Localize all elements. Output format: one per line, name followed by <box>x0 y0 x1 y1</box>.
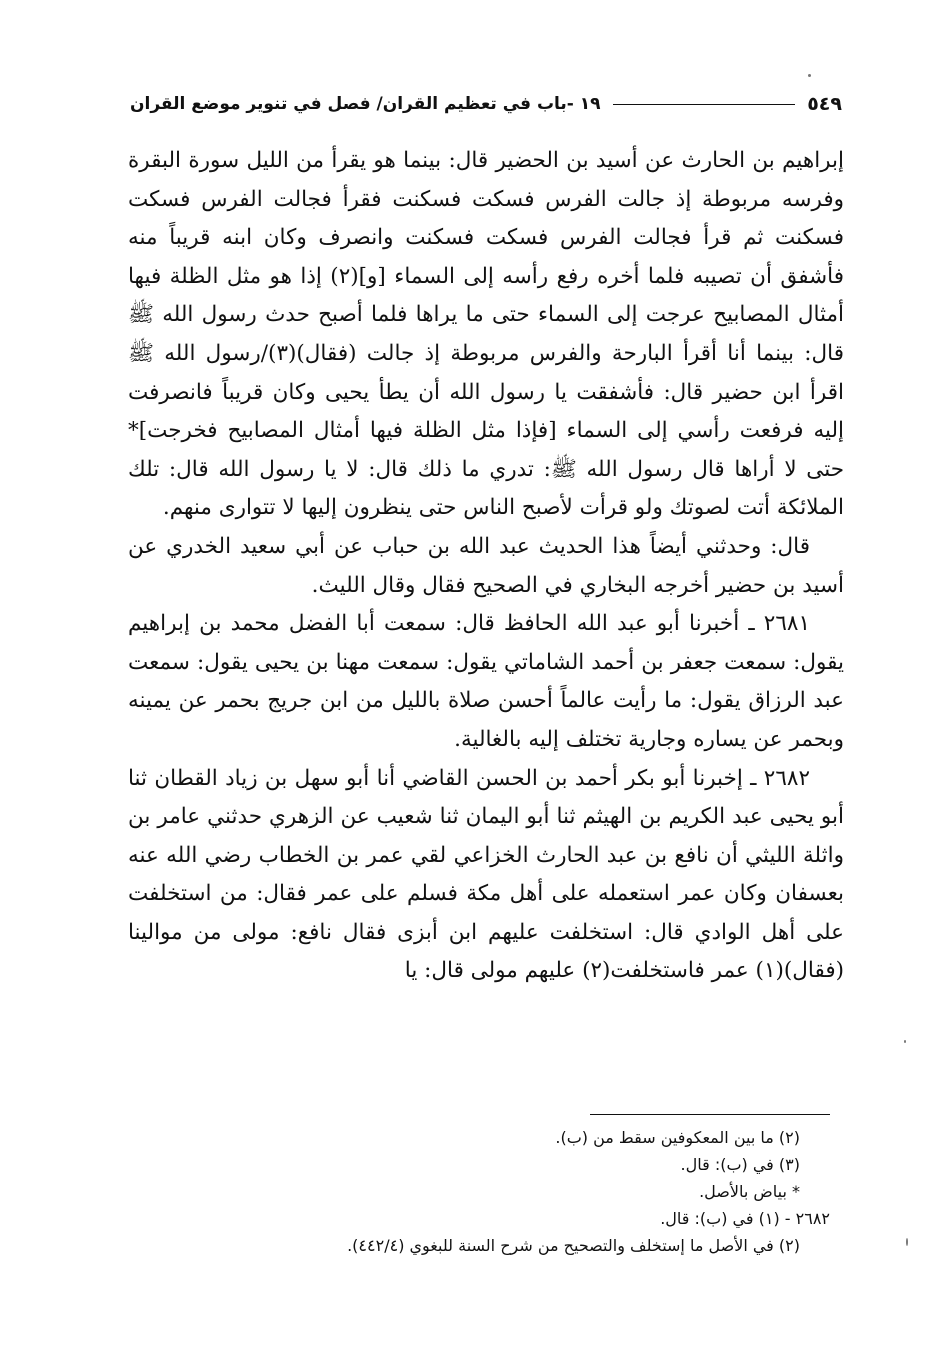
scan-speck <box>904 1040 906 1043</box>
footnote: * بياض بالأصل. <box>699 1182 800 1201</box>
page-header <box>130 86 842 122</box>
footnote: (٢) في الأصل ما إستخلف والتصحيح من شرح السنة للبغوي (٤٤٢/٤). <box>347 1236 800 1255</box>
header-rule <box>613 104 796 105</box>
scan-speck <box>808 74 811 77</box>
footnote: (٢) ما بين المعكوفين سقط من (ب). <box>555 1128 800 1147</box>
paragraph-additional-chain: قال: وحدثني أيضاً هذا الحديث عبد الله بن حباب عن أبي سعيد الخدري عن أسيد بن حضير أخرجه البخاري في الصحيح فقال وقال الليث. <box>128 533 844 598</box>
paragraph-hadith-2681: ٢٦٨١ ـ أخبرنا أبو عبد الله الحافظ قال: سمعت أبا الفضل محمد بن إبراهيم يقول: سمعت جعفر بن أحمد الشاماتي يقول: سمعت مهنا بن يحيى يقول: سمعت عبد الرزاق يقول: ما رأيت عالماً أحسن صلاة بالليل من ابن جريج بحمر عن يمينه وبحمر عن يساره وجارية تختلف إليه بالغالية. <box>128 611 844 752</box>
running-title: ١٩ -باب في تعظيم القران/ فصل في تنوير موضع القران <box>130 94 601 114</box>
paragraph-hadith-narrative: إبراهيم بن الحارث عن أسيد بن الحضير قال: بينما هو يقرأ من الليل سورة البقرة وفرسه مربوطة إذ جالت الفرس فسكت فسكنت فقرأ فجالت الفرس فسكت فسكنت ثم قرأ فجالت الفرس فسكت فسكنت وانصرف وكان ابنه قريباً منه فأشفق أن تصيبه فلما أخره رفع رأسه إلى السماء [و](٢) إذا هو مثل الظلة فيها أمثال المصابيح عرجت إلى السماء حتى ما يراها فلما أصبح حدث رسول الله ﷺ قال: بينما أنا أقرأ البارحة والفرس مربوطة إذ جالت (فقال)(٣)/رسول الله ﷺ اقرأ ابن حضير قال: فأشفقت يا رسول الله أن يطأ يحيى وكان قريباً فانصرفت إليه فرفعت رأسي إلى السماء [فإذا مثل الظلة فيها أمثال المصابيح فخرجت]* حتى لا أراها قال رسول الله ﷺ: تدري ما ذلك قال: لا يا رسول الله قال: تلك الملائكة أتت لصوتك ولو قرأت لأصبح الناس حتى ينظرون إليها لا تتوارى منهم. <box>128 148 845 521</box>
scan-speck <box>906 1238 908 1246</box>
footnote-separator <box>590 1114 830 1115</box>
footnote: (٣) في (ب): قال. <box>680 1155 800 1174</box>
main-text <box>128 142 844 991</box>
page-number: ٥٤٩ <box>807 93 842 115</box>
footnotes <box>130 1124 830 1259</box>
paragraph-hadith-2682: ٢٦٨٢ ـ إخبرنا أبو بكر أحمد بن الحسن القاضي أنا أبو سهل بن زياد القطان ثنا أبو يحيى عبد الكريم بن الهيثم ثنا أبو اليمان ثنا شعيب عن الزهري حدثني عامر بن واثلة الليثي أن نافع بن عبد الحارث الخزاعي لقي عمر بن الخطاب رضي الله عنه بعسفان وكان عمر استعمله على أهل مكة فسلم على عمر فقال: من استخلفت على أهل الوادي قال: استخلفت عليهم ابن أبزى فقال نافع: مولى من موالينا (فقال)(١) عمر فاستخلفت(٢) عليهم مولى قال: يا <box>128 765 844 984</box>
footnote: ٢٦٨٢ - (١) في (ب): قال. <box>660 1209 830 1228</box>
